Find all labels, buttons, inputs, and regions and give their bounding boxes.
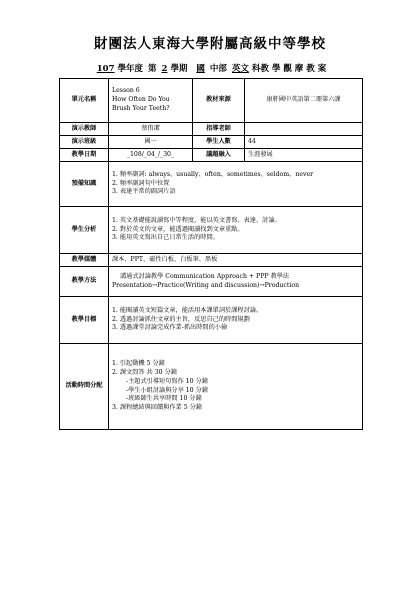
list-item: 1. 能閱讀英文短篇文章，能活用本課單詞於課程討論。 xyxy=(112,306,263,314)
plan-subtitle xyxy=(60,62,360,74)
table-row-unit xyxy=(60,79,363,123)
list-item: -班級師生共享時間 10 分鐘 xyxy=(126,395,202,403)
unit-line: Brush Your Teeth? xyxy=(112,104,170,112)
lesson-plan-table xyxy=(59,78,363,430)
unit-label: 單元名稱 xyxy=(60,79,109,123)
teaching-method xyxy=(109,267,363,297)
list-item: 1. 頻率副詞: always、usually、often、sometimes、seldom、never xyxy=(112,170,314,178)
mentor-label: 指導老師 xyxy=(193,123,245,136)
list-item: -主題式引導短句寫作 10 分鐘 xyxy=(126,377,208,385)
school-year: 107 xyxy=(96,64,115,74)
table-row-method xyxy=(60,267,363,297)
course-suffix: 科教 學 觀 摩 教 案 xyxy=(251,64,327,74)
subject: 英文 xyxy=(231,64,249,74)
students-label: 學生人數 xyxy=(193,136,245,149)
method-label: 教學方法 xyxy=(60,267,109,297)
list-item: 1. 英文基礎能說讀寫中等程度，能以英文書寫、表達、討論。 xyxy=(112,216,281,224)
teaching-media: 課本、PPT、磁性白板、白板筆、黑板 xyxy=(109,254,363,267)
mentor-name xyxy=(245,123,363,136)
list-item: 3. 表達平常的副詞片語 xyxy=(112,188,176,196)
list-item: -學生小組討論與分享 10 分鐘 xyxy=(126,386,208,394)
table-row-media xyxy=(60,254,363,267)
table-row-goals xyxy=(60,297,363,344)
school-year-suffix: 學年度 xyxy=(117,64,144,74)
schedule-label: 活動時間分配 xyxy=(60,344,109,430)
teacher-label: 演示教師 xyxy=(60,123,109,136)
semester-suffix: 學期 xyxy=(170,64,188,74)
teacher-name: 蔡侑潔 xyxy=(109,123,193,136)
activity-schedule xyxy=(109,344,363,430)
list-item: 2. 課文問答 共 30 分鐘 xyxy=(112,368,177,376)
topic-label: 議題融入 xyxy=(193,149,245,162)
media-label: 教學媒體 xyxy=(60,254,109,267)
class-label: 演示班級 xyxy=(60,136,109,149)
table-row-schedule xyxy=(60,344,363,430)
list-item: 1. 引起動機 5 分鐘 xyxy=(112,359,165,367)
unit-line: How Often Do You xyxy=(112,96,170,103)
list-item: 3. 課程總結與回饋與作業 5 分鐘 xyxy=(112,404,202,412)
topic-value: 生涯發展 xyxy=(245,149,363,162)
date-label: 教學日期 xyxy=(60,149,109,162)
division-suffix: 中部 xyxy=(209,64,227,74)
goals-label: 教學目標 xyxy=(60,297,109,344)
unit-name xyxy=(109,79,193,123)
prior-label: 預備知識 xyxy=(60,162,109,207)
semester-number: 2 xyxy=(161,64,168,74)
students-count: 44 xyxy=(245,136,363,149)
table-row-class xyxy=(60,136,363,149)
semester-prefix: 第 xyxy=(148,64,157,74)
method-line: Presentation→Practice(Writing and discussion)→Production xyxy=(112,281,300,289)
teaching-date: _108/_04_/_30_ xyxy=(109,149,193,162)
list-item: 3. 透過課堂討論完成作業-抓出時間的小偷 xyxy=(112,324,228,332)
table-row-date xyxy=(60,149,363,162)
list-item: 3. 能用英文寫出自己日常生活的時間。 xyxy=(112,234,219,242)
list-item: 2. 頻率副詞句中位置 xyxy=(112,179,170,187)
method-line: 溝通式討論教學 Communication Approach + PPP 教學法 xyxy=(120,272,290,280)
division: 國 xyxy=(196,64,205,74)
analysis-label: 學生分析 xyxy=(60,207,109,254)
table-row-analysis xyxy=(60,207,363,254)
table-row-teacher xyxy=(60,123,363,136)
prior-knowledge xyxy=(109,162,363,207)
list-item: 2. 透過討論抓住文章的主旨，反思自己的時間規劃 xyxy=(112,315,250,323)
textbook-label: 教材來源 xyxy=(193,79,245,123)
textbook-source: 康軒國中英語第二冊第六課 xyxy=(245,79,363,123)
teaching-goals xyxy=(109,297,363,344)
unit-line: Lesson 6 xyxy=(112,87,140,95)
student-analysis xyxy=(109,207,363,254)
class-value: 國一 xyxy=(109,136,193,149)
list-item: 2. 對於英文的文章，能透過閱讀找到文章重點。 xyxy=(112,225,244,233)
table-row-prior xyxy=(60,162,363,207)
school-title: 財團法人東海大學附屬高級中等學校 xyxy=(94,36,326,52)
